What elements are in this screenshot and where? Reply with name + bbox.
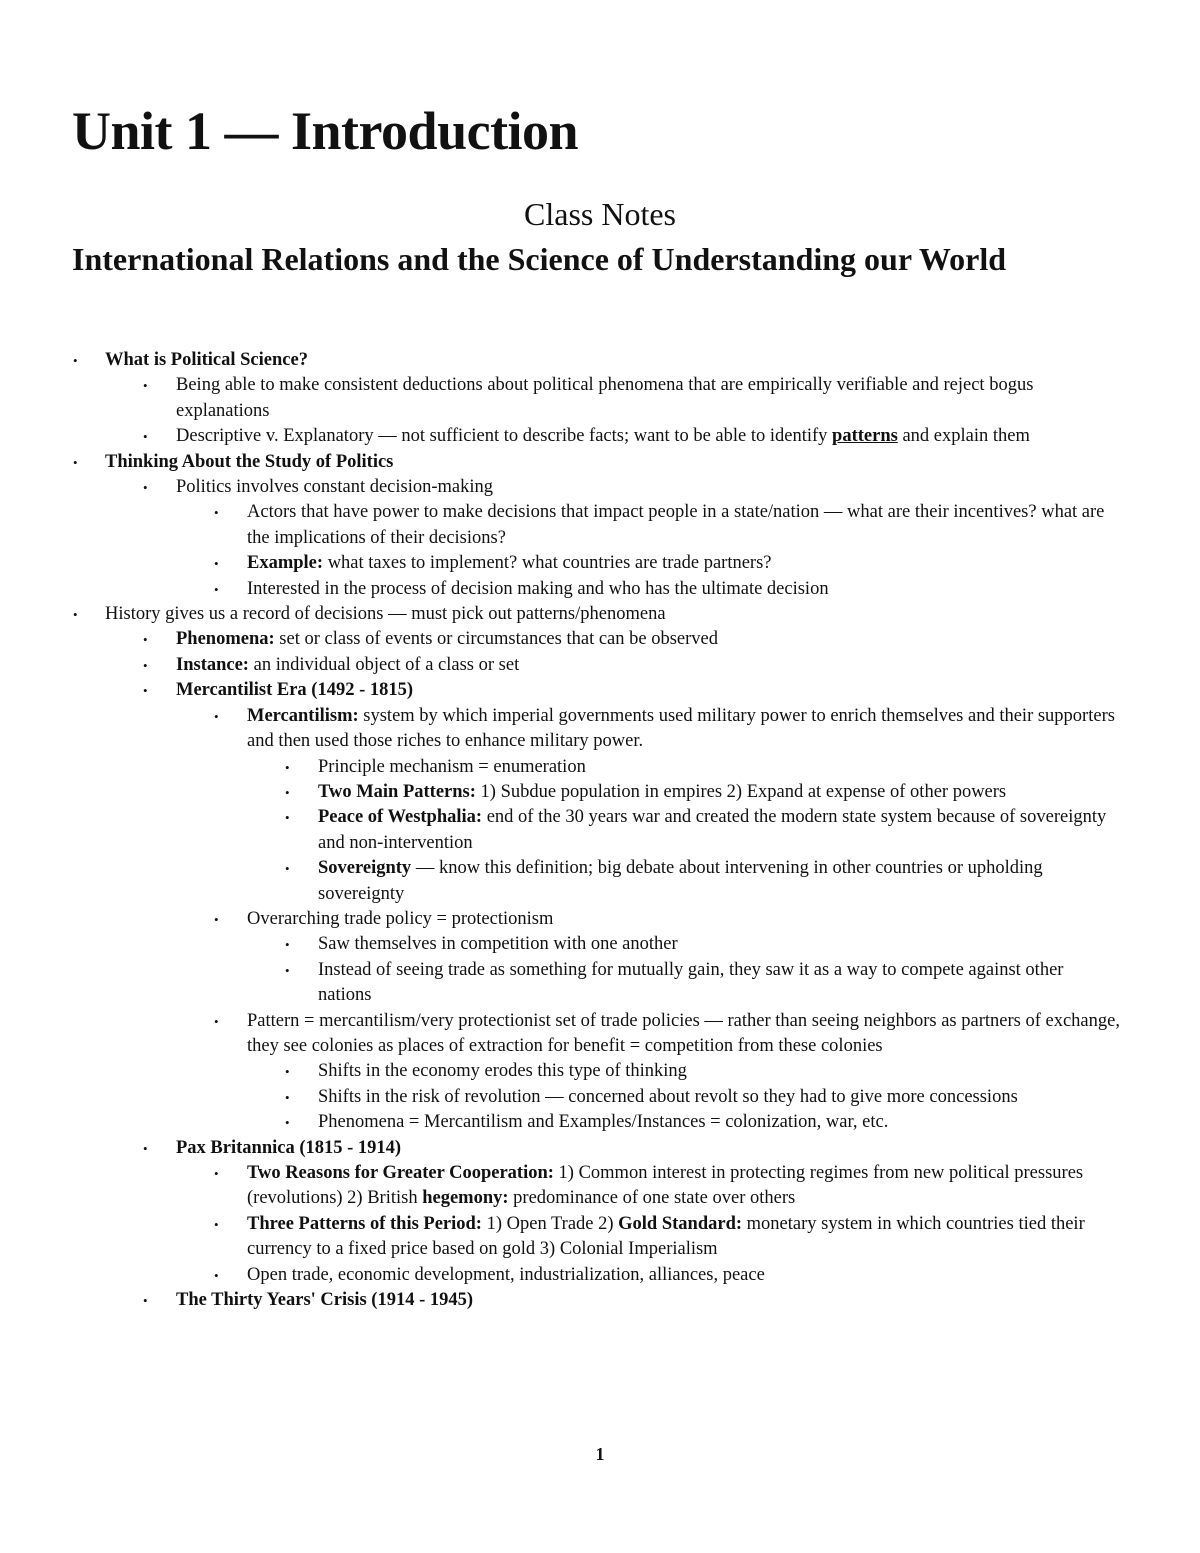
item-text: Descriptive v. Explanatory — not sufficient to describe facts; want to be able to identify (176, 426, 833, 447)
item-text: an individual object of a class or set (248, 654, 520, 675)
bullet-icon: • (214, 1013, 219, 1029)
bold-term: Mercantilist Era (1492 - 1815) (176, 680, 414, 701)
item-text: History gives us a record of decisions — must pick out patterns/phenomena (105, 604, 666, 625)
item-text: monetary system in which countries tied their currency to a fixed price based on gold 3) Colonial Imperialism (247, 1213, 1085, 1260)
bullet-icon: • (285, 810, 290, 826)
bold-term: Example: (247, 553, 324, 574)
bullet-icon: • (214, 911, 219, 927)
bold-term: Sovereignty (318, 858, 412, 879)
bullet-icon: • (73, 454, 78, 470)
outline-item-level-1 (143, 627, 1121, 652)
outline-item-level-2 (214, 551, 1122, 576)
bold-term: Phenomena: (176, 629, 275, 650)
item-text: 1) Subdue population in empires 2) Expand at expense of other powers (475, 781, 1007, 802)
item-text: Pattern = mercantilism/very protectionist set of trade policies — rather than seeing neighbors as partners of exchange, they see colonies as places of extraction for benefit = competition from these colonies (247, 1010, 1120, 1056)
item-text: Actors that have power to make decisions that impact people in a state/nation — what are their incentives? what are the implications of their decisions? (247, 502, 1105, 548)
bullet-icon: • (214, 505, 219, 521)
item-text: predominance of one state over others (508, 1188, 796, 1209)
bullet-icon: • (285, 1064, 290, 1080)
outline-item-level-1 (143, 653, 1121, 678)
outline-item-level-1 (143, 373, 1121, 424)
outline-item-level-1 (143, 1288, 1121, 1313)
outline-item-level-2 (214, 704, 1122, 755)
outline-item-level-1 (143, 424, 1121, 449)
bullet-icon: • (73, 607, 78, 623)
bullet-icon: • (143, 632, 148, 648)
bullet-icon: • (285, 1089, 290, 1105)
item-text: Saw themselves in competition with one another (318, 934, 678, 955)
item-text: Instead of seeing trade as something for mutually gain, they saw it as a way to compete against other nations (318, 959, 1064, 1006)
item-text: Phenomena = Mercantilism and Examples/Instances = colonization, war, etc. (318, 1112, 889, 1133)
item-text: Overarching trade policy = protectionism (247, 908, 554, 929)
bullet-icon: • (143, 378, 148, 394)
bullet-icon: • (214, 708, 219, 724)
bold-term: Two Reasons for Greater Cooperation: (247, 1163, 554, 1183)
outline-item-level-2 (214, 1263, 1122, 1288)
item-text: what taxes to implement? what countries are trade partners? (323, 553, 772, 574)
bullet-icon: • (214, 1166, 219, 1181)
item-text: Being able to make consistent deductions about political phenomena that are empirically verifiable and reject bogus explanations (176, 375, 1034, 421)
item-text: Principle mechanism = enumeration (318, 756, 586, 777)
outline-item-level-3 (285, 958, 1118, 1009)
bold-term: Gold Standard: (618, 1213, 743, 1234)
notes-outline (0, 348, 1200, 1313)
item-text: set or class of events or circumstances that can be observed (274, 629, 718, 650)
bullet-icon: • (143, 480, 148, 496)
bold-term: What is Political Science? (105, 350, 308, 370)
item-text: Shifts in the economy erodes this type of thinking (318, 1061, 687, 1082)
outline-item-level-1 (143, 475, 1121, 500)
bullet-icon: • (143, 429, 148, 445)
bullet-icon: • (214, 1216, 219, 1232)
bullet-icon: • (285, 962, 290, 978)
item-text: Open trade, economic development, industrialization, alliances, peace (247, 1264, 765, 1285)
item-text: — know this definition; big debate about intervening in other countries or upholding sovereignty (318, 858, 1043, 904)
page-title: Unit 1 — Introduction (72, 101, 579, 161)
bullet-icon: • (285, 937, 290, 953)
outline-item-level-3 (285, 805, 1118, 856)
item-text: system by which imperial governments used military power to enrich themselves and their supporters and then used those riches to enhance military power. (247, 705, 1115, 752)
bullet-icon: • (285, 784, 290, 800)
outline-item-level-3 (285, 780, 1118, 805)
outline-item-level-2 (214, 500, 1122, 551)
outline-item-level-3 (285, 1085, 1118, 1110)
outline-item-level-1 (143, 678, 1121, 703)
underlined-term: patterns (832, 426, 898, 447)
bold-term: Three Patterns of this Period: (247, 1213, 482, 1234)
item-text: Interested in the process of decision making and who has the ultimate decision (247, 578, 829, 599)
bold-term: Two Main Patterns: (318, 781, 476, 802)
bullet-icon: • (143, 1293, 148, 1309)
bold-term: hegemony: (422, 1188, 509, 1209)
item-text: 1) Common interest in protecting regimes from new political pressures (revolutions) 2) British (247, 1163, 1084, 1209)
outline-item-level-0 (73, 450, 1125, 475)
document-subtitle: International Relations and the Science of Understanding our World (72, 241, 1007, 277)
item-text: end of the 30 years war and created the modern state system because of sovereignty and non-intervention (318, 807, 1107, 853)
bold-term: Instance: (176, 654, 249, 675)
outline-item-level-3 (285, 932, 1118, 957)
outline-item-level-2 (214, 577, 1122, 602)
outline-item-level-3 (285, 1110, 1118, 1135)
outline-item-level-0 (73, 348, 1125, 373)
bullet-icon: • (285, 759, 290, 775)
bullet-icon: • (143, 683, 148, 699)
outline-item-level-3 (285, 1059, 1118, 1084)
bullet-icon: • (214, 1267, 219, 1283)
bullet-icon: • (285, 1115, 290, 1131)
bold-term: Pax Britannica (1815 - 1914) (176, 1137, 402, 1158)
bold-term: Mercantilism: (247, 705, 359, 726)
outline-item-level-2 (214, 1212, 1122, 1263)
bullet-icon: • (285, 861, 290, 877)
section-heading-class-notes: Class Notes (524, 196, 676, 232)
bold-term: The Thirty Years' Crisis (1914 - 1945) (176, 1290, 474, 1311)
bullet-icon: • (143, 1140, 148, 1156)
bold-term: Peace of Westphalia: (318, 807, 483, 828)
outline-item-level-3 (285, 856, 1118, 907)
outline-item-level-3 (285, 755, 1118, 780)
item-text: 1) Open Trade 2) (481, 1213, 619, 1234)
item-text: Politics involves constant decision-making (176, 477, 494, 498)
outline-item-level-0 (73, 602, 1125, 627)
bullet-icon: • (214, 581, 219, 597)
outline-item-level-2 (214, 1161, 1122, 1212)
bullet-icon: • (143, 657, 148, 673)
bullet-icon: • (73, 353, 78, 368)
outline-item-level-2 (214, 907, 1122, 932)
item-text: and explain them (897, 426, 1030, 447)
bold-term: Thinking About the Study of Politics (105, 451, 394, 472)
page-number: 1 (595, 1444, 605, 1464)
outline-item-level-1 (143, 1136, 1121, 1161)
outline-item-level-2 (214, 1009, 1122, 1060)
bullet-icon: • (214, 556, 219, 572)
item-text: Shifts in the risk of revolution — concerned about revolt so they had to give more concessions (318, 1086, 1018, 1107)
